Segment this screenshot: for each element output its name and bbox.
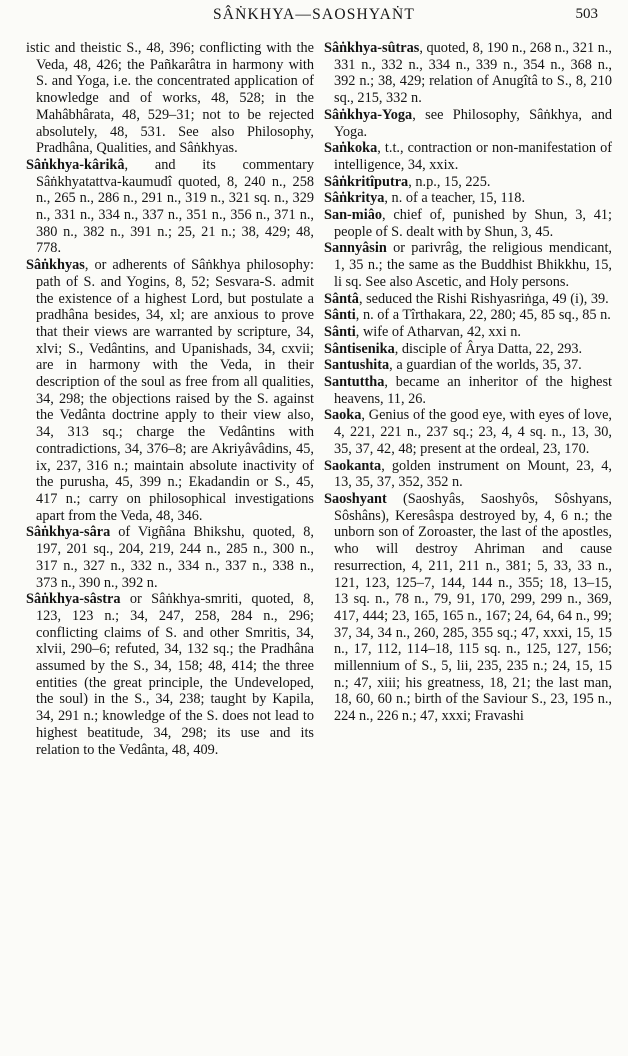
- index-entry: [324, 324, 612, 341]
- entry-text: , seduced the Rishi Rishyasriṅga, 49 (i), 39.: [358, 290, 609, 307]
- entry-text: , became an inheritor of the highest heavens, 11, 26.: [334, 374, 612, 407]
- left-column: [26, 40, 314, 1050]
- entry-headword: Saṅkoka: [324, 140, 378, 157]
- index-entry: [324, 291, 612, 308]
- right-column: [324, 40, 612, 1050]
- entry-headword: Saoka: [324, 407, 362, 424]
- entry-headword: Santushita: [324, 357, 390, 374]
- entry-text: , Genius of the good eye, with eyes of love, 4, 221, 221 n., 237 sq.; 23, 4, 4 sq. n., 13, 30, 35, 37, 42, 48; present at the ordeal, 23, 170.: [334, 407, 612, 457]
- index-entry: [324, 140, 612, 173]
- entry-headword: Sânti: [324, 323, 356, 340]
- index-entry: [324, 307, 612, 324]
- entry-text: or parivrâg, the religious mendicant, 1, 35 n.; the same as the Buddhist Bhikkhu, 15, li sq. See also Ascetic, and Holy persons.: [334, 240, 612, 290]
- entry-text: , t.t., contraction or non-manifestation of intelligence, 34, xxix.: [334, 140, 612, 173]
- index-entry: [324, 107, 612, 140]
- page-number: 503: [575, 6, 598, 22]
- entry-headword: Sâṅkhya-Yoga: [324, 106, 413, 123]
- entry-headword: San-miâo: [324, 207, 382, 224]
- entry-text: , n.p., 15, 225.: [408, 173, 491, 190]
- entry-text: , see Philosophy, Sâṅkhya, and Yoga.: [334, 106, 612, 140]
- entry-headword: Sâṅkritya: [324, 190, 385, 207]
- entry-headword: Sâṅkritîputra: [324, 173, 409, 190]
- entry-headword: Sâṅkhya-sâra: [26, 524, 111, 541]
- entry-text: , quoted, 8, 190 n., 268 n., 321 n., 331 n., 332 n., 334 n., 339 n., 354 n., 368 n., 392 n.; 38, 429; relation of Anugîtâ to S., 8, 210 sq., 215, 332 n.: [334, 40, 612, 107]
- index-entry: [324, 341, 612, 358]
- index-entry: [26, 40, 314, 157]
- entry-headword: Santuttha: [324, 374, 385, 391]
- index-entry: [324, 458, 612, 491]
- running-head: SÂṄKHYA—SAOSHYAṄT: [212, 6, 416, 23]
- index-entry: [324, 357, 612, 374]
- entry-headword: Sâṅkhya-sâstra: [26, 591, 121, 608]
- index-entry: [324, 374, 612, 407]
- entry-headword: Sânti: [324, 307, 356, 324]
- index-entry: [324, 240, 612, 290]
- index-entry: [324, 407, 612, 457]
- index-entry: [324, 491, 612, 725]
- index-columns: [26, 40, 612, 1050]
- entry-text: of Vigñâna Bhikshu, quoted, 8, 197, 201 sq., 204, 219, 244 n., 285 n., 300 n., 317 n., 327 n., 332 n., 334 n., 337 n., 338 n., 373 n., 390 n., 392 n.: [36, 524, 314, 591]
- entry-text: or Sâṅkhya-smriti, quoted, 8, 123, 123 n.; 34, 247, 258, 284 n., 296; conflicting claims of S. and other Smritis, 34, xlvii, 290–6; refuted, 34, 132 sq.; the Pradhâna assumed by the S., 34, 158; 48, 414; the three entities (the great principle, the Undeveloped, the soul) in the S., 34, 238; taught by Kapila, 34, 291 n.; knowledge of the S. does not lead to highest beatitude, 34, 298; its use and its relation to the Vedânta, 48, 409.: [36, 591, 314, 758]
- entry-text: , wife of Atharvan, 42, xxi n.: [355, 323, 521, 340]
- entry-text: , a guardian of the worlds, 35, 37.: [389, 357, 582, 374]
- index-entry: [26, 257, 314, 524]
- index-entry: [26, 524, 314, 591]
- entry-headword: Saoshyant: [324, 490, 387, 507]
- entry-headword: Sântâ: [324, 290, 359, 307]
- entry-headword: Sântisenika: [324, 340, 395, 357]
- entry-text: , n. of a teacher, 15, 118.: [384, 190, 526, 207]
- entry-text: istic and theistic S., 48, 396; conflicting with the Veda, 48, 426; the Pañkarâtra in harmony with S. and Yoga, i.e. the concentrated application of knowledge and of works, 48, 528; in the Mahâbhârata, 48, 529–31; not to be rejected absolutely, 48, 531. See also Philosophy, Pradhâna, Qualities, and Sâṅkhyas.: [26, 40, 314, 157]
- entry-headword: Sâṅkhya-sûtras: [324, 40, 420, 56]
- entry-text: , n. of a Tîrthakara, 22, 280; 45, 85 sq., 85 n.: [355, 307, 611, 324]
- index-entry: [324, 190, 612, 207]
- index-entry: [26, 591, 314, 758]
- entry-headword: Sâṅkhya-kârikâ: [26, 156, 125, 173]
- index-entry: [324, 207, 612, 240]
- entry-headword: Sâṅkhyas: [26, 257, 85, 274]
- entry-headword: Saokanta: [324, 457, 382, 474]
- entry-text: , golden instrument on Mount, 23, 4, 13, 35, 37, 352, 352 n.: [334, 457, 612, 491]
- index-entry: [26, 157, 314, 257]
- entry-text: , or adherents of Sâṅkhya philosophy: path of S. and Yogins, 8, 52; Sesvara-S. admit the existence of a highest Lord, but postulate a pradhâna besides, 34, xl; are anxious to prove that their views are warranted by scripture, 34, xlvi; S., Vedântins, and Upanishads, 34, cxvii; are in harmony with the Veda, in their description of the soul as free from all qualities, 34, 298; the objections raised by the S. against the Vedânta doctrine apply to their view also, 34, 313 sq.; charge the Vedântins with contradictions, 34, 376–8; are Akriyâvâdins, 45, ix, 237, 316 n.; maintain absolute inactivity of the purusha, 45, 399 n.; Ekadandin or S., 45, 417 n.; carry on philosophical investigations apart from the Veda, 48, 346.: [36, 257, 314, 524]
- index-entry: [324, 174, 612, 191]
- entry-headword: Sannyâsin: [324, 240, 387, 257]
- entry-text: (Saoshyâs, Saoshyôs, Sôshyans, Sôshâns), Keresâspa destroyed by, 4, 6 n.; the unborn son of Zoroaster, the last of the apostles, who will destroy Ahriman and cause resurrection, 4, 211, 211 n., 381; 5, 33, 33 n., 121, 123, 125–7, 144, 144 n., 355; 18, 13–15, 13 sq. n., 78 n., 79, 91, 170, 299, 299 n., 369, 417, 444; 23, 165, 165 n., 167; 24, 64, 64 n., 99; 37, 34, 34 n., 260, 285, 355 sq.; 47, xxxi, 15, 15 n., 17, 112, 114–18, 115 sq. n., 125, 127, 156; millennium of S., 5, lii, 235, 235 n.; 24, 15, 15 n.; 47, xiii; his greatness, 18, 21; the last man, 18, 60, 60 n.; birth of the Saviour S., 23, 195 n., 224 n., 226 n.; 47, xxxi; Fravashi: [334, 490, 612, 725]
- page-header: [0, 6, 628, 32]
- index-entry: [324, 40, 612, 107]
- entry-text: , chief of, punished by Shun, 3, 41; people of S. dealt with by Shun, 3, 45.: [334, 207, 612, 240]
- entry-text: , and its commentary Sâṅkhyatattva-kaumudî quoted, 8, 240 n., 258 n., 265 n., 286 n., 291 n., 319 n., 321 sq. n., 329 n., 331 n., 334 n., 337 n., 351 n., 356 n., 371 n., 380 n., 382 n., 391 n.; 25, 21 n.; 38, 429; 48, 778.: [36, 156, 314, 257]
- entry-text: , disciple of Ârya Datta, 22, 293.: [394, 340, 583, 357]
